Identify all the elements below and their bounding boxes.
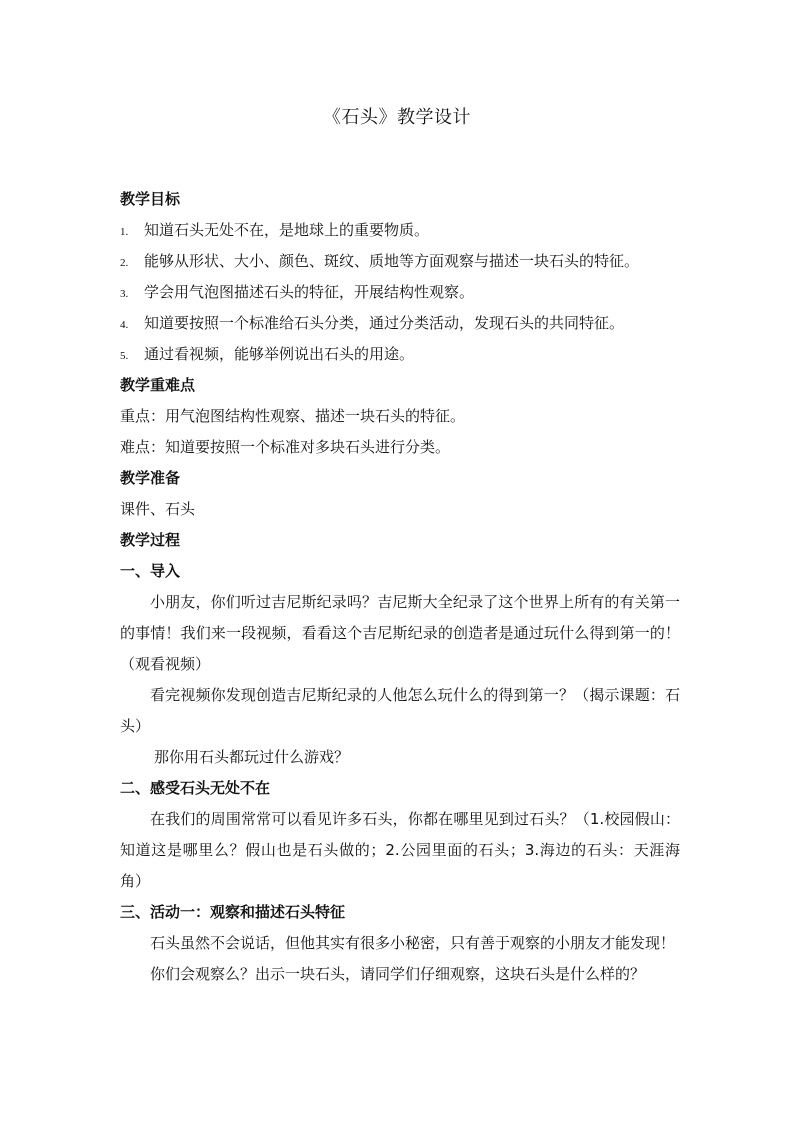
objective-text: 通过看视频，能够举例说出石头的用途。 [144, 345, 415, 363]
objective-number: 2. [120, 257, 129, 269]
objective-text: 学会用气泡图描述石头的特征，开展结构性观察。 [144, 283, 475, 301]
paragraph: 你们会观察么？出示一块石头，请同学们仔细观察，这块石头是什么样的？ [150, 965, 646, 983]
process-heading: 教学过程 [120, 531, 181, 549]
objective-text: 能够从形状、大小、颜色、斑纹、质地等方面观察与描述一块石头的特征。 [144, 252, 640, 270]
objective-number: 5. [120, 350, 129, 362]
document-title: 《石头》教学设计 [323, 107, 471, 128]
objectives-heading: 教学目标 [120, 190, 181, 208]
key-point-difficult: 难点：知道要按照一个标准对多块石头进行分类。 [120, 438, 451, 456]
objective-number: 3. [120, 288, 129, 300]
paragraph: 那你用石头都玩过什么游戏？ [154, 748, 350, 766]
paragraph: 在我们的周围常常可以看见许多石头，你都在哪里见到过石头？（1.校园假山：知道这是哪里么？假山也是石头做的；2.公园里面的石头；3.海边的石头：天涯海角） [120, 810, 680, 890]
key-points-heading: 教学重难点 [120, 376, 196, 394]
objective-number: 4. [120, 319, 129, 331]
objective-item [120, 339, 680, 370]
objective-item [120, 308, 680, 339]
section-heading-intro: 一、导入 [120, 562, 181, 580]
section-heading-everywhere: 二、感受石头无处不在 [120, 779, 271, 797]
paragraph: 石头虽然不会说话，但他其实有很多小秘密，只有善于观察的小朋友才能发现！ [150, 934, 676, 952]
objective-number: 1. [120, 226, 129, 238]
preparation-heading: 教学准备 [120, 469, 181, 487]
objective-item [120, 277, 680, 308]
paragraph: 小朋友，你们听过吉尼斯纪录吗？吉尼斯大全纪录了这个世界上所有的有关第一的事情！我们来一段视频，看看这个吉尼斯纪录的创造者是通过玩什么得到第一的！（观看视频） [120, 593, 680, 673]
key-point-important: 重点：用气泡图结构性观察、描述一块石头的特征。 [120, 407, 466, 425]
paragraph: 看完视频你发现创造吉尼斯纪录的人他怎么玩什么的得到第一？（揭示课题：石头） [120, 686, 680, 735]
document-body [120, 184, 680, 990]
objective-item [120, 215, 680, 246]
objective-item [120, 246, 680, 277]
section-heading-activity-one: 三、活动一：观察和描述石头特征 [120, 903, 346, 921]
objective-text: 知道要按照一个标准给石头分类，通过分类活动，发现石头的共同特征。 [144, 314, 625, 332]
preparation-text: 课件、石头 [120, 500, 196, 518]
objective-text: 知道石头无处不在，是地球上的重要物质。 [144, 221, 430, 239]
